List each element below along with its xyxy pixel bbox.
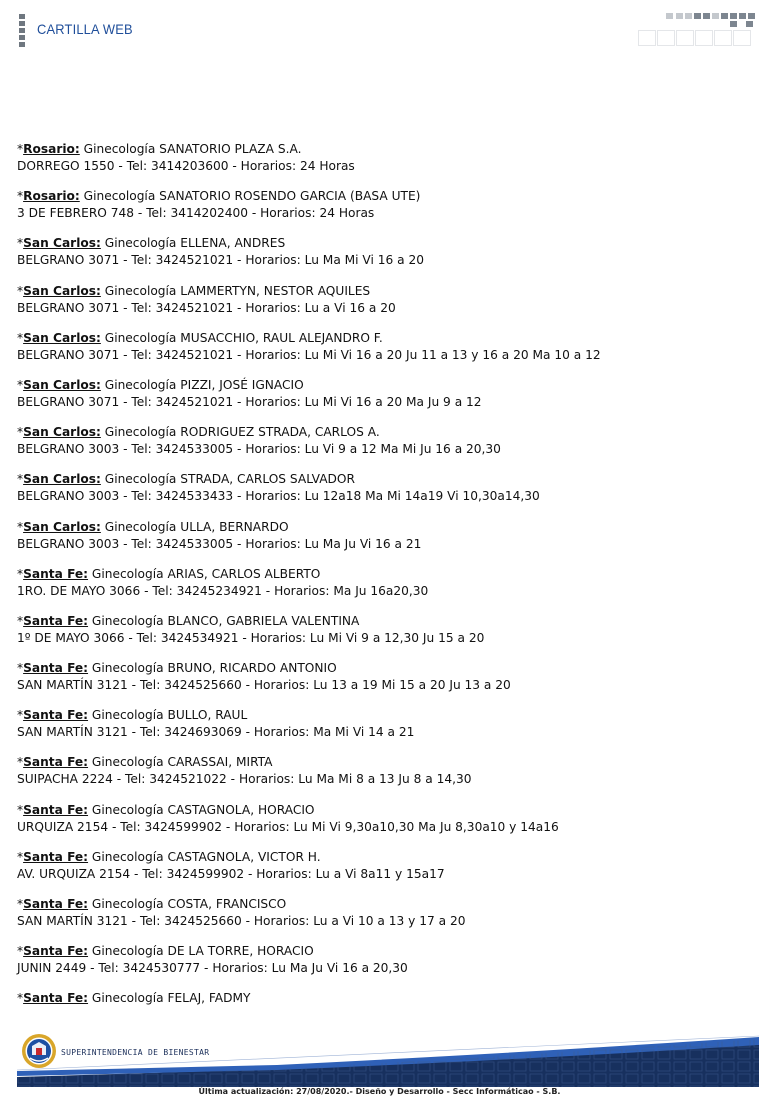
entry-title-line — [17, 424, 747, 441]
entry-location: San Carlos: — [23, 330, 101, 345]
entry-hours: Lu a Vi 10 a 13 y 17 a 20 — [313, 914, 466, 928]
entry-specialty: Ginecología — [104, 472, 177, 487]
hours-label: Horarios: — [253, 725, 310, 740]
entry-details-line: SAN MARTÍN 3121 - Tel: 3424525660 - Horarios: Lu a Vi 10 a 13 y 17 a 20 — [17, 914, 466, 928]
entry-specialty: Ginecología — [91, 849, 164, 864]
entry-location: Santa Fe: — [23, 755, 89, 770]
entry-phone: 3424599902 — [144, 819, 223, 834]
entry-location: Santa Fe: — [23, 897, 89, 911]
entry-title-line — [17, 519, 747, 536]
bullet-marker: * — [17, 991, 24, 1006]
entry-title-line — [17, 330, 747, 347]
hours-label: Horarios: — [212, 961, 268, 976]
list-item — [17, 519, 747, 566]
entry-location: San Carlos: — [23, 472, 101, 487]
entry-title-line — [17, 990, 747, 1007]
tel-label: Tel: — [146, 206, 167, 221]
hours-label: Horarios: — [245, 253, 301, 268]
entry-location: Santa Fe: — [23, 613, 89, 628]
entry-phone: 3424521021 — [155, 347, 234, 362]
list-item — [17, 566, 747, 613]
bullet-marker: * — [17, 283, 24, 298]
entry-title-line — [17, 471, 747, 488]
entry-hours: Lu Mi Vi 16 a 20 Ju 11 a 13 y 16 a 20 Ma 10 a 12 — [304, 347, 601, 362]
list-item — [17, 660, 747, 707]
entry-provider: PIZZI, JOSÉ IGNACIO — [180, 377, 304, 392]
hours-label: Horarios: — [238, 772, 295, 787]
tel-label: Tel: — [131, 394, 152, 409]
entry-specialty: Ginecología — [104, 236, 177, 251]
entry-address: JUNIN 2449 — [17, 961, 87, 976]
entry-address: BELGRANO 3071 — [17, 253, 120, 268]
entry-details-line: 3 DE FEBRERO 748 - Tel: 3414202400 - Horarios: 24 Horas — [17, 206, 375, 221]
tel-label: Tel: — [131, 536, 152, 551]
entry-details-line: BELGRANO 3003 - Tel: 3424533005 - Horarios: Lu Vi 9 a 12 Ma Mi Ju 16 a 20,30 — [17, 442, 501, 457]
entry-details-line: 1RO. DE MAYO 3066 - Tel: 34245234921 - Horarios: Ma Ju 16a20,30 — [17, 583, 429, 598]
entry-hours: Lu Ma Mi 8 a 13 Ju 8 a 14,30 — [298, 772, 472, 787]
entry-phone: 3424533005 — [155, 536, 234, 551]
entry-hours: 24 Horas — [319, 206, 375, 221]
tel-label: Tel: — [139, 725, 161, 740]
list-item — [17, 377, 747, 424]
entry-hours: Lu a Vi 16 a 20 — [304, 300, 396, 315]
entry-details-line: SAN MARTÍN 3121 - Tel: 3424693069 - Horarios: Ma Mi Vi 14 a 21 — [17, 725, 415, 740]
entry-details-line: BELGRANO 3071 - Tel: 3424521021 - Horarios: Lu Mi Vi 16 a 20 Ma Ju 9 a 12 — [17, 394, 482, 409]
entry-title-line — [17, 141, 747, 158]
entry-phone: 3424521021 — [155, 394, 234, 409]
entry-title-line — [17, 235, 747, 252]
entry-phone: 3414202400 — [170, 206, 248, 221]
entry-details-line: BELGRANO 3071 - Tel: 3424521021 - Horarios: Lu a Vi 16 a 20 — [17, 300, 396, 315]
bullet-marker: * — [17, 425, 24, 440]
entry-hours: Lu 12a18 Ma Mi 14a19 Vi 10,30a14,30 — [304, 489, 540, 504]
hours-label: Horarios: — [245, 347, 301, 362]
tel-label: Tel: — [131, 347, 152, 362]
entry-hours: Lu Mi Vi 9,30a10,30 Ma Ju 8,30a10 y 14a16 — [293, 819, 559, 834]
entry-provider: ARIAS, CARLOS ALBERTO — [167, 566, 321, 581]
entry-provider: SANATORIO ROSENDO GARCIA (BASA UTE) — [159, 189, 421, 204]
entry-provider: CARASSAI, MIRTA — [167, 755, 273, 770]
entry-provider: BLANCO, GABRIELA VALENTINA — [167, 613, 360, 628]
entry-location: Santa Fe: — [23, 566, 89, 581]
entry-hours: Lu Ma Mi Vi 16 a 20 — [304, 253, 424, 268]
entry-title-line — [17, 896, 747, 913]
entry-specialty: Ginecología — [83, 142, 156, 156]
entry-specialty: Ginecología — [91, 897, 164, 911]
tel-label: Tel: — [139, 678, 161, 693]
list-item — [17, 188, 747, 235]
bullet-marker: * — [17, 849, 24, 864]
entry-title-line — [17, 802, 747, 819]
entry-address: SUIPACHA 2224 — [17, 772, 113, 787]
bullet-marker: * — [17, 613, 24, 628]
entry-title-line — [17, 613, 747, 630]
entry-specialty: Ginecología — [91, 661, 164, 676]
entry-location: Santa Fe: — [23, 991, 89, 1006]
entry-address: SAN MARTÍN 3121 — [17, 725, 128, 740]
hours-label: Horarios: — [245, 536, 301, 551]
entry-address: BELGRANO 3071 — [17, 347, 120, 362]
entry-address: BELGRANO 3071 — [17, 394, 120, 409]
entry-specialty: Ginecología — [104, 330, 177, 345]
last-update-note: Última actualización: 27/08/2020.- Diseño y Desarrollo - Secc Informáticao - S.B. — [198, 1087, 561, 1096]
entry-hours: 24 Horas — [299, 159, 355, 173]
entry-phone: 3424534921 — [160, 630, 239, 645]
entry-provider: COSTA, FRANCISCO — [167, 897, 287, 911]
entry-phone: 3424530777 — [122, 961, 201, 976]
tel-label: Tel: — [142, 866, 163, 881]
bullet-marker: * — [17, 142, 24, 156]
entry-hours: Ma Mi Vi 14 a 21 — [313, 725, 415, 740]
bullet-marker: * — [17, 566, 24, 581]
entry-phone: 34245234921 — [176, 583, 262, 598]
entry-address: URQUIZA 2154 — [17, 819, 109, 834]
header-decorative-grid — [636, 10, 759, 48]
entry-provider: CASTAGNOLA, HORACIO — [167, 802, 315, 817]
entry-details-line: BELGRANO 3003 - Tel: 3424533005 - Horarios: Lu Ma Ju Vi 16 a 21 — [17, 536, 422, 551]
entry-location: San Carlos: — [23, 519, 101, 534]
entry-location: San Carlos: — [23, 425, 101, 440]
entry-hours: Lu Vi 9 a 12 Ma Mi Ju 16 a 20,30 — [304, 442, 501, 457]
entry-specialty: Ginecología — [91, 944, 164, 959]
tel-label: Tel: — [131, 442, 152, 457]
tel-label: Tel: — [131, 253, 152, 268]
bullet-marker: * — [17, 708, 24, 723]
entry-title-line — [17, 754, 747, 771]
entry-hours: Lu Mi Vi 9 a 12,30 Ju 15 a 20 — [309, 630, 485, 645]
entry-specialty: Ginecología — [91, 708, 164, 723]
entry-details-line: SUIPACHA 2224 - Tel: 3424521022 - Horarios: Lu Ma Mi 8 a 13 Ju 8 a 14,30 — [17, 772, 472, 787]
entry-address: BELGRANO 3003 — [17, 489, 120, 504]
entry-details-line: URQUIZA 2154 - Tel: 3424599902 - Horarios: Lu Mi Vi 9,30a10,30 Ma Ju 8,30a10 y 14a16 — [17, 819, 559, 834]
entry-address: 1RO. DE MAYO 3066 — [17, 583, 141, 598]
hours-label: Horarios: — [250, 630, 307, 645]
entry-location: Santa Fe: — [23, 708, 89, 723]
entry-hours: Lu Ma Ju Vi 16 a 21 — [304, 536, 422, 551]
entry-phone: 3424533433 — [155, 489, 234, 504]
entry-location: San Carlos: — [23, 377, 101, 392]
entry-provider: SANATORIO PLAZA S.A. — [159, 142, 302, 156]
tel-label: Tel: — [125, 772, 146, 787]
list-item — [17, 707, 747, 754]
bullet-marker: * — [17, 519, 24, 534]
entry-details-line: DORREGO 1550 - Tel: 3414203600 - Horarios: 24 Horas — [17, 159, 355, 173]
entry-address: AV. URQUIZA 2154 — [17, 866, 131, 881]
entry-provider: CASTAGNOLA, VICTOR H. — [167, 849, 321, 864]
entry-phone: 3424525660 — [164, 678, 242, 693]
directory-list — [17, 141, 747, 1038]
hours-label: Horarios: — [240, 159, 297, 173]
list-item — [17, 849, 747, 896]
entry-provider: BULLO, RAUL — [167, 708, 248, 723]
page-footer — [0, 1025, 759, 1101]
entry-phone: 3424533005 — [155, 442, 234, 457]
list-item — [17, 471, 747, 518]
bullet-marker: * — [17, 661, 24, 676]
list-item — [17, 943, 747, 990]
bullet-marker: * — [17, 189, 24, 204]
entry-phone: 3424693069 — [164, 725, 242, 740]
entry-address: 3 DE FEBRERO 748 — [17, 206, 135, 221]
organization-name: SUPERINTENDENCIA DE BIENESTAR — [61, 1048, 210, 1057]
tel-label: Tel: — [126, 159, 148, 173]
entry-hours: Lu Ma Ju Vi 16 a 20,30 — [271, 961, 408, 976]
hours-label: Horarios: — [245, 300, 301, 315]
entry-location: San Carlos: — [23, 236, 101, 251]
entry-phone: 3424521021 — [155, 253, 234, 268]
institution-seal-icon — [21, 1033, 57, 1069]
entry-address: SAN MARTÍN 3121 — [17, 914, 128, 928]
entry-phone: 3424521022 — [149, 772, 227, 787]
page-title: CARTILLA WEB — [37, 21, 133, 37]
tel-label: Tel: — [131, 300, 152, 315]
header-accent-bar — [19, 14, 25, 47]
entry-specialty: Ginecología — [91, 566, 164, 581]
entry-phone: 3424521021 — [155, 300, 234, 315]
list-item — [17, 802, 747, 849]
entry-title-line — [17, 566, 747, 583]
hours-label: Horarios: — [245, 442, 301, 457]
entry-details-line: BELGRANO 3071 - Tel: 3424521021 - Horarios: Lu Mi Vi 16 a 20 Ju 11 a 13 y 16 a 20 Ma 10 a 12 — [17, 347, 601, 362]
entry-title-line — [17, 283, 747, 300]
entry-phone: 3424599902 — [166, 866, 245, 881]
entry-specialty: Ginecología — [104, 377, 177, 392]
tel-label: Tel: — [139, 914, 161, 928]
hours-label: Horarios: — [245, 489, 301, 504]
list-item — [17, 896, 747, 943]
entry-provider: DE LA TORRE, HORACIO — [167, 944, 314, 959]
list-item — [17, 330, 747, 377]
entry-address: DORREGO 1550 — [17, 159, 115, 173]
bullet-marker: * — [17, 802, 24, 817]
entry-title-line — [17, 188, 747, 205]
list-item — [17, 754, 747, 801]
entry-title-line — [17, 707, 747, 724]
entry-provider: BRUNO, RICARDO ANTONIO — [167, 661, 337, 676]
entry-specialty: Ginecología — [104, 425, 177, 440]
bullet-marker: * — [17, 944, 24, 959]
entry-details-line: JUNIN 2449 - Tel: 3424530777 - Horarios: Lu Ma Ju Vi 16 a 20,30 — [17, 961, 408, 976]
entry-hours: Lu 13 a 19 Mi 15 a 20 Ju 13 a 20 — [313, 678, 511, 693]
entry-provider: STRADA, CARLOS SALVADOR — [180, 472, 355, 487]
bullet-marker: * — [17, 330, 24, 345]
hours-label: Horarios: — [260, 206, 316, 221]
tel-label: Tel: — [136, 630, 158, 645]
entry-provider: LAMMERTYN, NESTOR AQUILES — [180, 283, 371, 298]
entry-specialty: Ginecología — [83, 189, 156, 204]
entry-provider: RODRIGUEZ STRADA, CARLOS A. — [180, 425, 380, 440]
entry-details-line: SAN MARTÍN 3121 - Tel: 3424525660 - Horarios: Lu 13 a 19 Mi 15 a 20 Ju 13 a 20 — [17, 678, 511, 693]
entry-specialty: Ginecología — [91, 991, 164, 1006]
entry-specialty: Ginecología — [104, 283, 177, 298]
hours-label: Horarios: — [234, 819, 290, 834]
entry-provider: FELAJ, FADMY — [167, 991, 251, 1006]
bullet-marker: * — [17, 755, 24, 770]
entry-provider: ULLA, BERNARDO — [180, 519, 289, 534]
entry-title-line — [17, 943, 747, 960]
entry-phone: 3424525660 — [164, 914, 242, 928]
entry-location: Santa Fe: — [23, 661, 89, 676]
entry-address: BELGRANO 3003 — [17, 536, 120, 551]
tel-label: Tel: — [152, 583, 173, 598]
entry-address: SAN MARTÍN 3121 — [17, 678, 128, 693]
list-item — [17, 424, 747, 471]
entry-location: Rosario: — [23, 142, 80, 156]
entry-address: BELGRANO 3003 — [17, 442, 120, 457]
hours-label: Horarios: — [253, 678, 310, 693]
entry-hours: Ma Ju 16a20,30 — [333, 583, 429, 598]
list-item — [17, 141, 747, 188]
entry-title-line — [17, 849, 747, 866]
entry-hours: Lu Mi Vi 16 a 20 Ma Ju 9 a 12 — [304, 394, 482, 409]
entry-address: 1º DE MAYO 3066 — [17, 630, 125, 645]
hours-label: Horarios: — [253, 914, 310, 928]
entry-title-line — [17, 377, 747, 394]
entry-details-line: BELGRANO 3071 - Tel: 3424521021 - Horarios: Lu Ma Mi Vi 16 a 20 — [17, 253, 424, 268]
hours-label: Horarios: — [256, 866, 312, 881]
bullet-marker: * — [17, 377, 24, 392]
entry-location: Santa Fe: — [23, 944, 89, 959]
hours-label: Horarios: — [245, 394, 301, 409]
entry-title-line — [17, 660, 747, 677]
entry-specialty: Ginecología — [91, 613, 164, 628]
entry-location: Santa Fe: — [23, 802, 89, 817]
list-item — [17, 235, 747, 282]
entry-specialty: Ginecología — [91, 755, 164, 770]
tel-label: Tel: — [131, 489, 152, 504]
bullet-marker: * — [17, 897, 24, 911]
list-item — [17, 613, 747, 660]
entry-hours: Lu a Vi 8a11 y 15a17 — [315, 866, 445, 881]
bullet-marker: * — [17, 236, 24, 251]
entry-details-line: AV. URQUIZA 2154 - Tel: 3424599902 - Horarios: Lu a Vi 8a11 y 15a17 — [17, 866, 445, 881]
bullet-marker: * — [17, 472, 24, 487]
entry-specialty: Ginecología — [91, 802, 164, 817]
entry-phone: 3414203600 — [150, 159, 229, 173]
tel-label: Tel: — [98, 961, 119, 976]
entry-location: Rosario: — [23, 189, 80, 204]
entry-address: BELGRANO 3071 — [17, 300, 120, 315]
entry-details-line: 1º DE MAYO 3066 - Tel: 3424534921 - Horarios: Lu Mi Vi 9 a 12,30 Ju 15 a 20 — [17, 630, 485, 645]
tel-label: Tel: — [120, 819, 141, 834]
entry-location: San Carlos: — [23, 283, 101, 298]
hours-label: Horarios: — [274, 583, 330, 598]
entry-specialty: Ginecología — [104, 519, 177, 534]
entry-provider: MUSACCHIO, RAUL ALEJANDRO F. — [180, 330, 383, 345]
page-header — [0, 0, 759, 60]
entry-location: Santa Fe: — [23, 849, 89, 864]
entry-details-line: BELGRANO 3003 - Tel: 3424533433 - Horarios: Lu 12a18 Ma Mi 14a19 Vi 10,30a14,30 — [17, 489, 540, 504]
list-item — [17, 283, 747, 330]
entry-provider: ELLENA, ANDRES — [180, 236, 286, 251]
